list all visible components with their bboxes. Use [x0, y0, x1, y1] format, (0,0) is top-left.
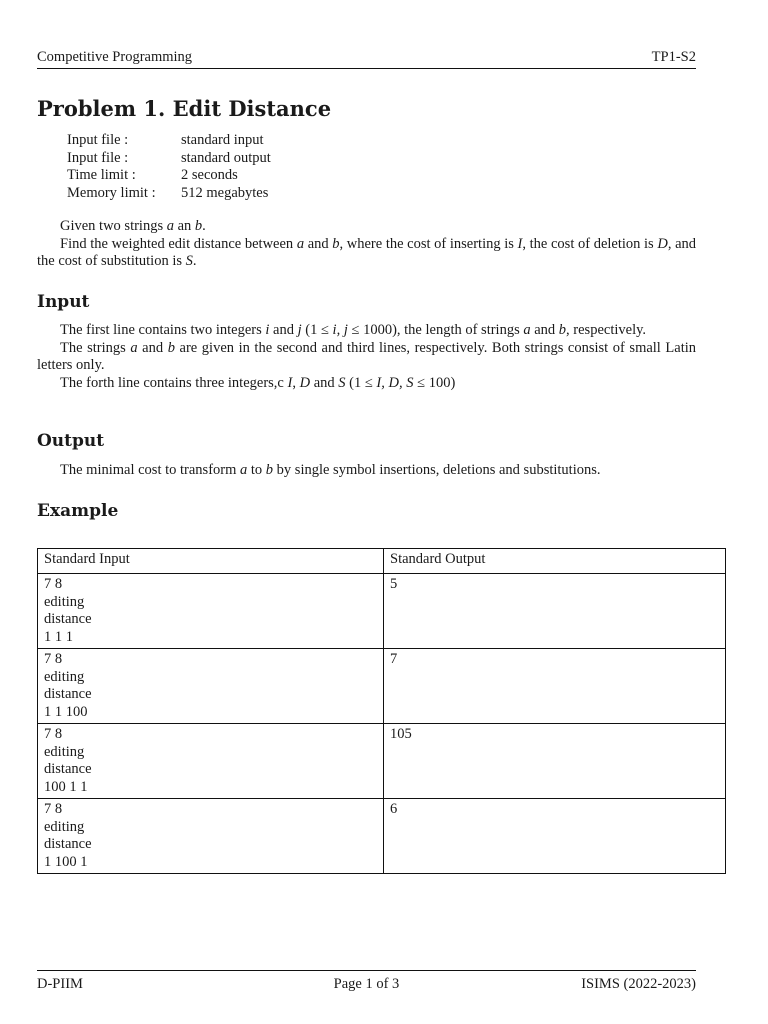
var-b: b	[558, 322, 567, 338]
input-cell	[38, 724, 384, 799]
input-line: 100 1 1	[44, 778, 88, 795]
course-title: Competitive Programming	[37, 49, 193, 65]
limit-key: Input file :	[67, 132, 129, 148]
output-description	[37, 462, 696, 480]
text: , the cost of deletion is	[522, 235, 658, 252]
var-IDS: I, D, S	[376, 374, 414, 391]
var-D: D	[657, 235, 668, 252]
column-header-input: Standard Input	[38, 549, 384, 574]
text: Find the weighted edit distance between	[60, 235, 297, 252]
input-description	[37, 322, 696, 392]
table-header-row	[38, 549, 726, 574]
output-heading: Output	[37, 431, 105, 451]
text: The minimal cost to transform	[60, 462, 241, 478]
input-line-2	[37, 340, 696, 375]
text: and	[304, 235, 333, 252]
output-value: 7	[390, 651, 398, 667]
input-cell	[38, 574, 384, 649]
text: Given two strings	[60, 218, 167, 234]
text: .	[192, 253, 197, 269]
text: , and the cost of substitution is	[37, 235, 697, 269]
output-cell	[384, 724, 726, 799]
text: ,	[292, 374, 300, 391]
input-line: editing	[44, 818, 85, 835]
text: by single symbol insertions, deletions and substitutions.	[273, 462, 601, 478]
var-S: S	[185, 253, 193, 269]
text: ≤ 1000), the length of strings	[347, 322, 524, 338]
table-row	[38, 649, 726, 724]
output-value: 6	[390, 801, 398, 817]
input-line: editing	[44, 593, 85, 610]
var-b: b	[194, 218, 203, 234]
var-a: a	[296, 235, 305, 252]
text: , respectively.	[566, 322, 647, 338]
limit-row	[67, 167, 271, 185]
text: (1 ≤	[301, 322, 333, 338]
text: The first line contains two integers	[60, 322, 266, 338]
problem-title: Problem 1. Edit Distance	[37, 96, 332, 121]
limit-row	[67, 185, 271, 203]
var-ij: i, j	[332, 322, 348, 338]
limit-value: standard output	[181, 149, 271, 166]
var-b: b	[167, 339, 175, 356]
limits-table	[67, 132, 271, 202]
var-i: i	[265, 322, 270, 338]
output-line	[37, 462, 696, 480]
var-S: S	[338, 374, 346, 391]
example-table	[37, 548, 726, 874]
var-b: b	[265, 462, 274, 478]
input-line: distance	[44, 836, 92, 852]
output-cell	[384, 649, 726, 724]
statement-line-1	[37, 218, 696, 236]
column-header-output: Standard Output	[384, 549, 726, 574]
limit-value: 512 megabytes	[181, 184, 269, 201]
limit-value: standard input	[181, 132, 264, 148]
table-row	[38, 724, 726, 799]
table-row	[38, 799, 726, 874]
table-row	[38, 574, 726, 649]
input-cell	[38, 649, 384, 724]
limit-key: Input file :	[67, 149, 129, 166]
var-a: a	[523, 322, 531, 338]
text: and	[137, 339, 168, 356]
var-a: a	[166, 218, 174, 234]
page-number: Page 1 of 3	[333, 976, 400, 992]
text: .	[202, 218, 206, 234]
input-heading: Input	[37, 292, 90, 312]
var-j: j	[297, 322, 302, 338]
text: ≤ 100)	[413, 374, 456, 391]
institution: ISIMS (2022-2023)	[581, 976, 696, 992]
input-line: editing	[44, 743, 85, 760]
limit-row	[67, 132, 271, 150]
var-a: a	[130, 339, 138, 356]
limit-key: Memory limit :	[67, 184, 156, 201]
input-line: distance	[44, 686, 92, 702]
input-line-1	[37, 322, 696, 340]
header-rule	[37, 68, 696, 69]
text: The forth line contains three integers,c	[60, 374, 288, 391]
statement	[37, 218, 696, 271]
var-I: I	[287, 374, 293, 391]
output-value: 105	[390, 726, 412, 742]
text: to	[247, 462, 266, 478]
output-cell	[384, 574, 726, 649]
limit-value: 2 seconds	[181, 167, 238, 183]
input-cell	[38, 799, 384, 874]
var-D: D	[299, 374, 311, 391]
input-line-3	[37, 375, 696, 393]
var-b: b	[332, 235, 340, 252]
example-heading: Example	[37, 501, 119, 521]
input-line: 7 8	[44, 726, 63, 742]
text: are given in the second and third lines, respectively. Both strings consist of small Latin letters only.	[37, 339, 697, 373]
department: D-PIIM	[37, 976, 83, 992]
input-line: editing	[44, 668, 85, 685]
input-line: 7 8	[44, 651, 63, 667]
page-header	[37, 49, 696, 66]
var-I: I	[517, 235, 523, 252]
output-value: 5	[390, 576, 398, 592]
limit-row	[67, 150, 271, 168]
input-line: distance	[44, 761, 92, 777]
limit-key: Time limit :	[67, 167, 136, 183]
input-line: 1 100 1	[44, 853, 88, 870]
output-cell	[384, 799, 726, 874]
input-line: distance	[44, 611, 92, 627]
sheet-id: TP1-S2	[651, 49, 696, 65]
text: and	[269, 322, 298, 338]
footer-rule	[37, 970, 696, 971]
page-footer	[37, 976, 696, 993]
text: an	[173, 218, 195, 234]
input-line: 1 1 1	[44, 628, 73, 645]
text: The strings	[60, 339, 131, 356]
text: and	[530, 322, 559, 338]
statement-line-2	[37, 236, 696, 271]
input-line: 7 8	[44, 576, 63, 592]
input-line: 7 8	[44, 801, 63, 817]
text: , where the cost of inserting is	[339, 235, 518, 252]
text: and	[310, 374, 339, 391]
var-a: a	[240, 462, 248, 478]
text: (1 ≤	[345, 374, 377, 391]
input-line: 1 1 100	[44, 703, 88, 720]
